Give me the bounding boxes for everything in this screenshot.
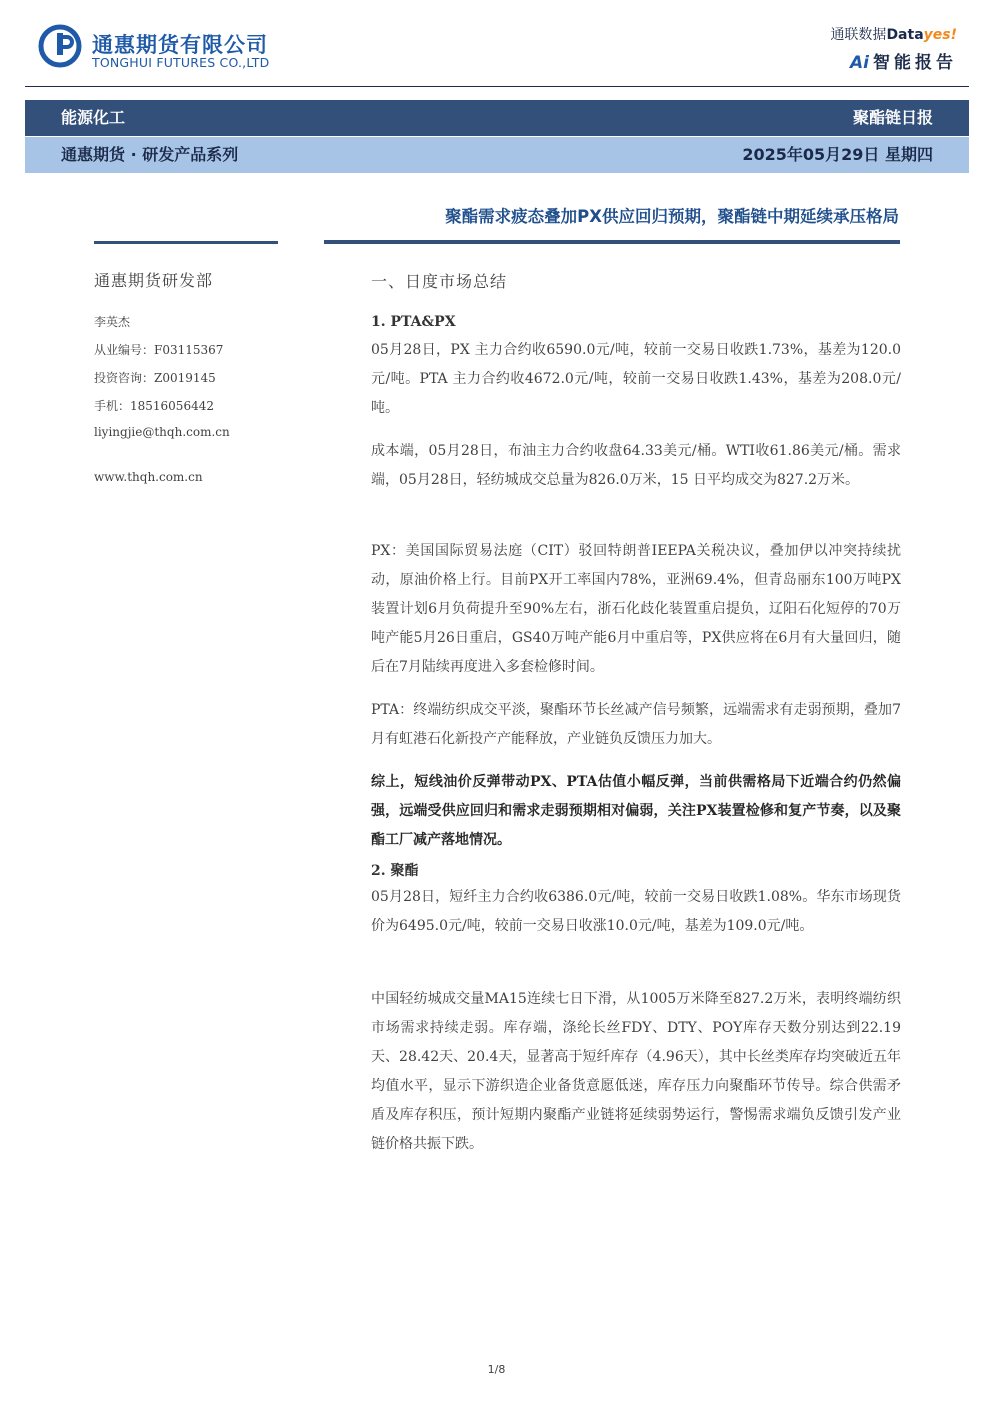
sector-label: 能源化工 — [61, 108, 126, 127]
analyst-phone: 手机：18516056442 — [94, 399, 214, 413]
section-title-summary: 一、日度市场总结 — [371, 272, 508, 291]
paragraph-px-outlook: PX：美国国际贸易法庭（CIT）驳回特朗普IEEPA关税决议，叠加伊以冲突持续扰动，原油价格上行。目前PX开工率国内78%，亚洲69.4%，但青岛丽东100万吨PX装置计划6月负荷提升至90%左右，浙石化歧化装置重启提负，辽阳石化短停的70万吨产能5月26日重启，GS40万吨产能6月中重启等，PX供应将在6月有大量回归，随后在7月陆续再度进入多套检修时间。 — [371, 543, 901, 675]
analyst-license: 从业编号：F03115367 — [94, 343, 224, 357]
datayes-en-1: Data — [886, 27, 924, 43]
main-rule — [324, 240, 900, 244]
ai-label: Ai — [850, 53, 869, 73]
report-type-label: 聚酯链日报 — [852, 108, 933, 127]
ai-report-text: 智能报告 — [873, 53, 957, 73]
datayes-cn: 通联数据 — [830, 27, 887, 43]
paragraph-inventory-demand: 中国轻纺城成交量MA15连续七日下滑，从1005万米降至827.2万米，表明终端纺织市场需求持续走弱。库存端，涤纶长丝FDY、DTY、POY库存天数分别达到22.19天、28.42天、20.4天，显著高于短纤库存（4.96天），其中长丝类库存均突破近五年均值水平，显示下游织造企业备货意愿低迷，库存压力向聚酯环节传导。综合供需矛盾及库存积压，预计短期内聚酯产业链将延续弱势运行，警惕需求端负反馈引发产业链价格共振下跌。 — [371, 991, 901, 1152]
datayes-logo — [830, 24, 957, 44]
company-name-en: TONGHUI FUTURES CO.,LTD — [92, 55, 270, 70]
company-website: www.thqh.com.cn — [94, 470, 203, 484]
page-number: 1/8 — [487, 1363, 506, 1376]
report-headline: 聚酯需求疲态叠加PX供应回归预期，聚酯链中期延续承压格局 — [445, 207, 899, 226]
datayes-en-2: yes! — [923, 27, 957, 43]
report-date: 2025年05月29日 星期四 — [742, 145, 933, 164]
analyst-name: 李英杰 — [94, 315, 131, 329]
paragraph-staple-fiber: 05月28日，短纤主力合约收6386.0元/吨，较前一交易日收跌1.08%。华东市场现货价为6495.0元/吨，较前一交易日收涨10.0元/吨，基差为109.0元/吨。 — [371, 889, 901, 934]
research-dept: 通惠期货研发部 — [94, 271, 214, 290]
paragraph-px-pta-prices: 05月28日，PX 主力合约收6590.0元/吨，较前一交易日收跌1.73%，基差为120.0元/吨。PTA 主力合约收4672.0元/吨，较前一交易日收跌1.43%，基差为208.0元/吨。 — [371, 342, 901, 416]
company-name-cn: 通惠期货有限公司 — [92, 33, 268, 57]
subsection-title-pta-px: 1. PTA&PX — [371, 314, 456, 330]
header-divider — [25, 86, 969, 87]
paragraph-cost-demand: 成本端，05月28日，布油主力合约收盘64.33美元/桶。WTI收61.86美元/桶。需求端，05月28日，轻纺城成交总量为826.0万米，15 日平均成交为827.2万米。 — [371, 443, 901, 488]
ai-report-label — [850, 48, 957, 73]
company-logo-icon — [38, 24, 82, 68]
series-label: 通惠期货 · 研发产品系列 — [61, 145, 239, 164]
analyst-advisory: 投资咨询：Z0019145 — [94, 371, 216, 385]
paragraph-pta-outlook: PTA：终端纺织成交平淡，聚酯环节长丝减产信号频繁，远端需求有走弱预期，叠加7月有虹港石化新投产产能释放，产业链负反馈压力加大。 — [371, 702, 901, 747]
subsection-title-polyester: 2. 聚酯 — [371, 863, 419, 879]
sector-band — [25, 100, 969, 136]
series-band — [25, 137, 969, 173]
analyst-email: liyingjie@thqh.com.cn — [94, 425, 230, 439]
paragraph-conclusion: 综上，短线油价反弹带动PX、PTA估值小幅反弹，当前供需格局下近端合约仍然偏强，远端受供应回归和需求走弱预期相对偏弱，关注PX装置检修和复产节奏，以及聚酯工厂减产落地情况。 — [371, 774, 901, 848]
sidebar-rule — [94, 241, 278, 244]
